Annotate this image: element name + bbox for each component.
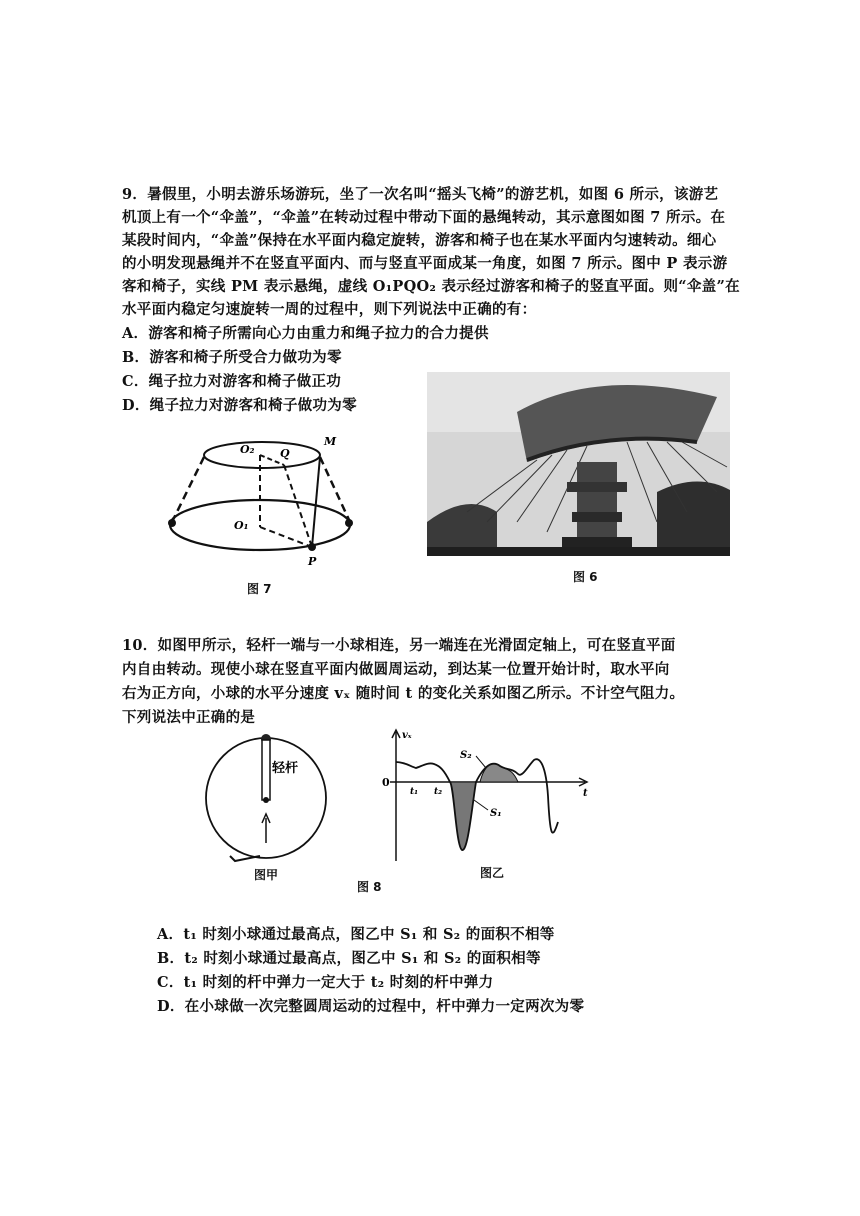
rod-label: 轻杆 <box>272 761 299 776</box>
q10-option-b: B．t₂ 时刻小球通过最高点，图乙中 S₁ 和 S₂ 的面积相等 <box>157 950 541 967</box>
q9-option-a: A．游客和椅子所需向心力由重力和绳子拉力的合力提供 <box>122 325 489 342</box>
s1-leader <box>474 800 488 810</box>
swing-ride-image <box>427 372 730 556</box>
q10-line-1: 10．如图甲所示，轻杆一端与一小球相连，另一端连在光滑固定轴上，可在竖直平面 <box>122 637 676 654</box>
label-t: t <box>583 788 588 799</box>
q9-line-3: 某段时间内，“伞盖”保持在水平面内稳定旋转，游客和椅子也在某水平面内匀速转动。细心 <box>122 232 717 249</box>
label-t1: t₁ <box>410 787 419 797</box>
right-chair <box>345 519 353 527</box>
q9-option-d: D．绳子拉力对游客和椅子做功为零 <box>122 397 357 414</box>
s2-leader <box>476 756 486 768</box>
q9-line-6: 水平面内稳定匀速旋转一周的过程中，则下列说法中正确的有： <box>122 301 537 318</box>
axle <box>263 797 269 803</box>
figure-6-photo <box>427 372 730 556</box>
q10-line-3: 右为正方向，小球的水平分速度 vₓ 随时间 t 的变化关系如图乙所示。不计空气阻力。 <box>122 685 685 702</box>
label-vx: vₓ <box>402 730 412 741</box>
rope-pm <box>312 457 320 547</box>
figure-7-caption: 图 7 <box>247 582 272 596</box>
figure-6-caption: 图 6 <box>573 570 598 584</box>
figure-yi-caption: 图乙 <box>480 866 505 880</box>
light-rod <box>262 740 270 800</box>
q9-line-5: 客和椅子，实线 PM 表示悬绳，虚线 O₁PQO₂ 表示经过游客和椅子的竖直平面。则“伞盖”在 <box>122 278 740 295</box>
q10-line-2: 内自由转动。现使小球在竖直平面内做圆周运动，到达某一位置开始计时，取水平向 <box>122 661 670 678</box>
figure-yi-graph <box>380 726 600 866</box>
q10-option-c: C．t₁ 时刻的杆中弹力一定大于 t₂ 时刻的杆中弹力 <box>157 974 494 991</box>
label-o2: O₂ <box>240 443 255 456</box>
label-s1: S₁ <box>490 808 502 819</box>
label-m: M <box>324 435 337 448</box>
o1-p-dashed <box>260 527 312 547</box>
chair-p <box>308 543 316 551</box>
q9-option-c: C．绳子拉力对游客和椅子做正功 <box>122 373 342 390</box>
label-t2: t₂ <box>434 787 443 797</box>
q9-option-b: B．游客和椅子所受合力做功为零 <box>122 349 342 366</box>
left-chair <box>168 519 176 527</box>
vx-curve <box>396 759 558 850</box>
figure-8-caption: 图 8 <box>357 880 382 894</box>
left-dashed-rope <box>172 457 204 522</box>
q10-option-a: A．t₁ 时刻小球通过最高点，图乙中 S₁ 和 S₂ 的面积不相等 <box>157 926 555 943</box>
label-p: P <box>308 555 317 568</box>
label-q: Q <box>280 447 290 460</box>
label-s2: S₂ <box>460 750 472 761</box>
figure-jia-caption: 图甲 <box>254 868 279 882</box>
figure-7-diagram <box>160 425 370 575</box>
q9-line-1: 9．暑假里，小明去游乐场游玩，坐了一次名叫“摇头飞椅”的游艺机，如图 6 所示，该游艺 <box>122 186 719 203</box>
label-origin: 0 <box>382 776 390 789</box>
q9-line-2: 机顶上有一个“伞盖”，“伞盖”在转动过程中带动下面的悬绳转动，其示意图如图 7 所示。在 <box>122 209 726 226</box>
q10-line-4: 下列说法中正确的是 <box>122 709 256 726</box>
q10-option-d: D．在小球做一次完整圆周运动的过程中，杆中弹力一定两次为零 <box>157 998 585 1015</box>
s1-area <box>450 782 476 850</box>
label-o1: O₁ <box>234 519 249 532</box>
bottom-arrow <box>230 856 260 861</box>
q-p-dashed <box>284 465 312 547</box>
q9-line-4: 的小明发现悬绳并不在竖直平面内、而与竖直平面成某一角度，如图 7 所示。图中 P 表示游 <box>122 255 728 272</box>
figure-jia-diagram <box>200 728 340 868</box>
